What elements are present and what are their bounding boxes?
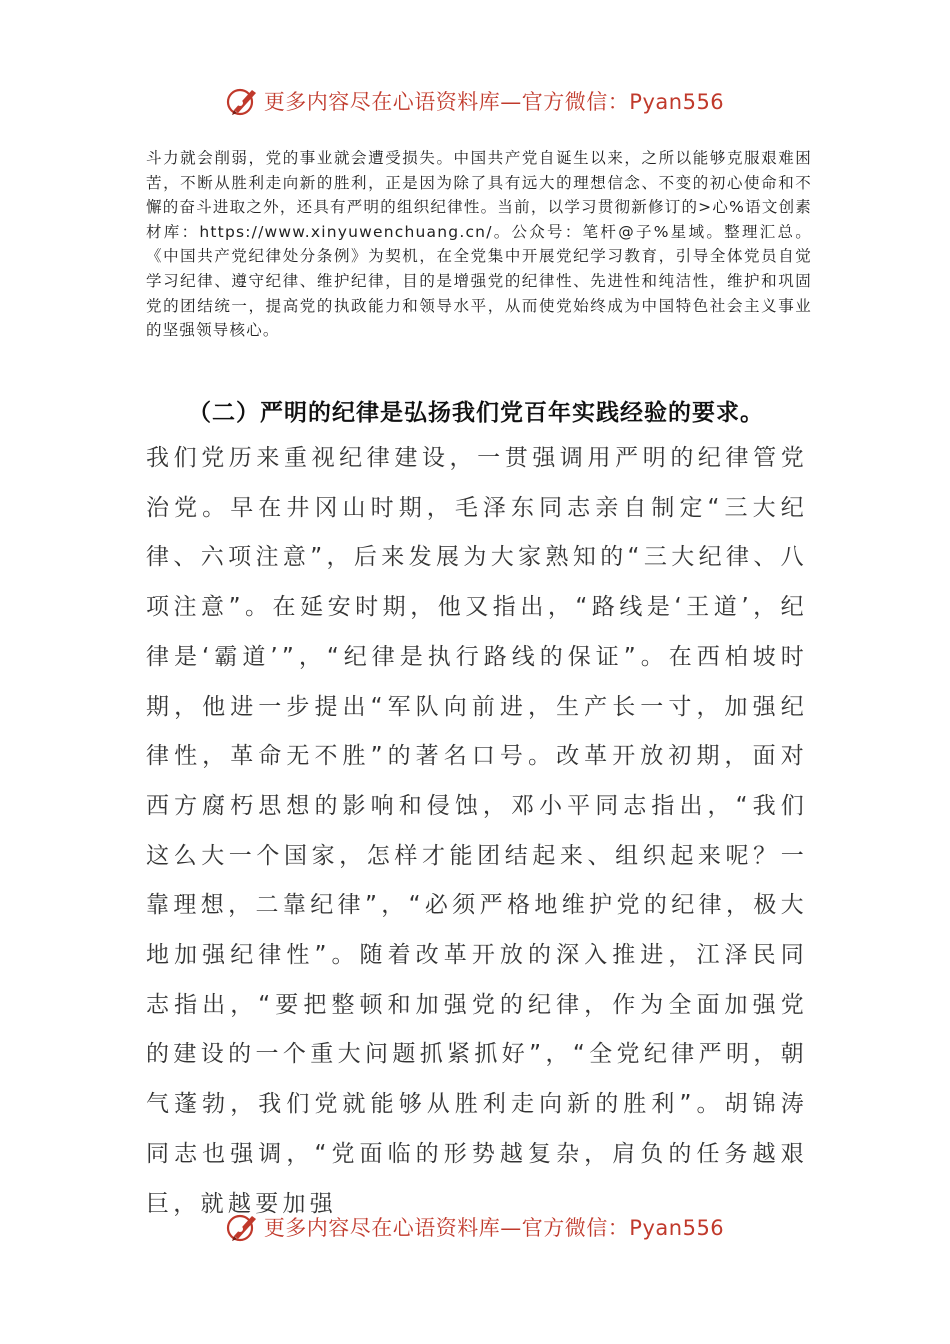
- pen-logo-icon: [226, 84, 260, 118]
- banner-text: 更多内容尽在心语资料库—官方微信：Pyan556: [263, 90, 725, 114]
- banner-text: 更多内容尽在心语资料库—官方微信：Pyan556: [263, 1216, 725, 1240]
- header-banner: [0, 84, 950, 118]
- footer-banner: [0, 1210, 950, 1244]
- intro-paragraph: 斗力就会削弱，党的事业就会遭受损失。中国共产党自诞生以来，之所以能够克服艰难困苦，不断从胜利走向新的胜利，正是因为除了具有远大的理想信念、不变的初心使命和不懈的奋斗进取之外，还具有严明的组织纪律性。当前，以学习贯彻新修订的>心%语文创素材库：https://www.xinyuwenchuang.cn/。公众号：笔杆@子%星域。整理汇总。《中国共产党纪律处分条例》为契机，在全党集中开展党纪学习教育，引导全体党员自觉学习纪律、遵守纪律、维护纪律，目的是增强党的纪律性、先进性和纯洁性，维护和巩固党的团结统一，提高党的执政能力和领导水平，从而使党始终成为中国特色社会主义事业的坚强领导核心。: [146, 149, 812, 340]
- pen-logo-icon: [226, 1210, 260, 1244]
- body-paragraph: 我们党历来重视纪律建设，一贯强调用严明的纪律管党治党。早在井冈山时期，毛泽东同志亲自制定“三大纪律、六项注意”，后来发展为大家熟知的“三大纪律、八项注意”。在延安时期，他又指出，“路线是‘王道’，纪律是‘霸道’”，“纪律是执行路线的保证”。在西柏坡时期，他进一步提出“军队向前进，生产长一寸，加强纪律性，革命无不胜”的著名口号。改革开放初期，面对西方腐朽思想的影响和侵蚀，邓小平同志指出，“我们这么大一个国家，怎样才能团结起来、组织起来呢？一靠理想，二靠纪律”，“必须严格地维护党的纪律，极大地加强纪律性”。随着改革开放的深入推进，江泽民同志指出，“要把整顿和加强党的纪律，作为全面加强党的建设的一个重大问题抓紧抓好”，“全党纪律严明，朝气蓬勃，我们党就能够从胜利走向新的胜利”。胡锦涛同志也强调，“党面临的形势越复杂，肩负的任务越艰巨，就越要加强: [146, 445, 808, 1217]
- section-heading: （二）严明的纪律是弘扬我们党百年实践经验的要求。: [188, 400, 764, 426]
